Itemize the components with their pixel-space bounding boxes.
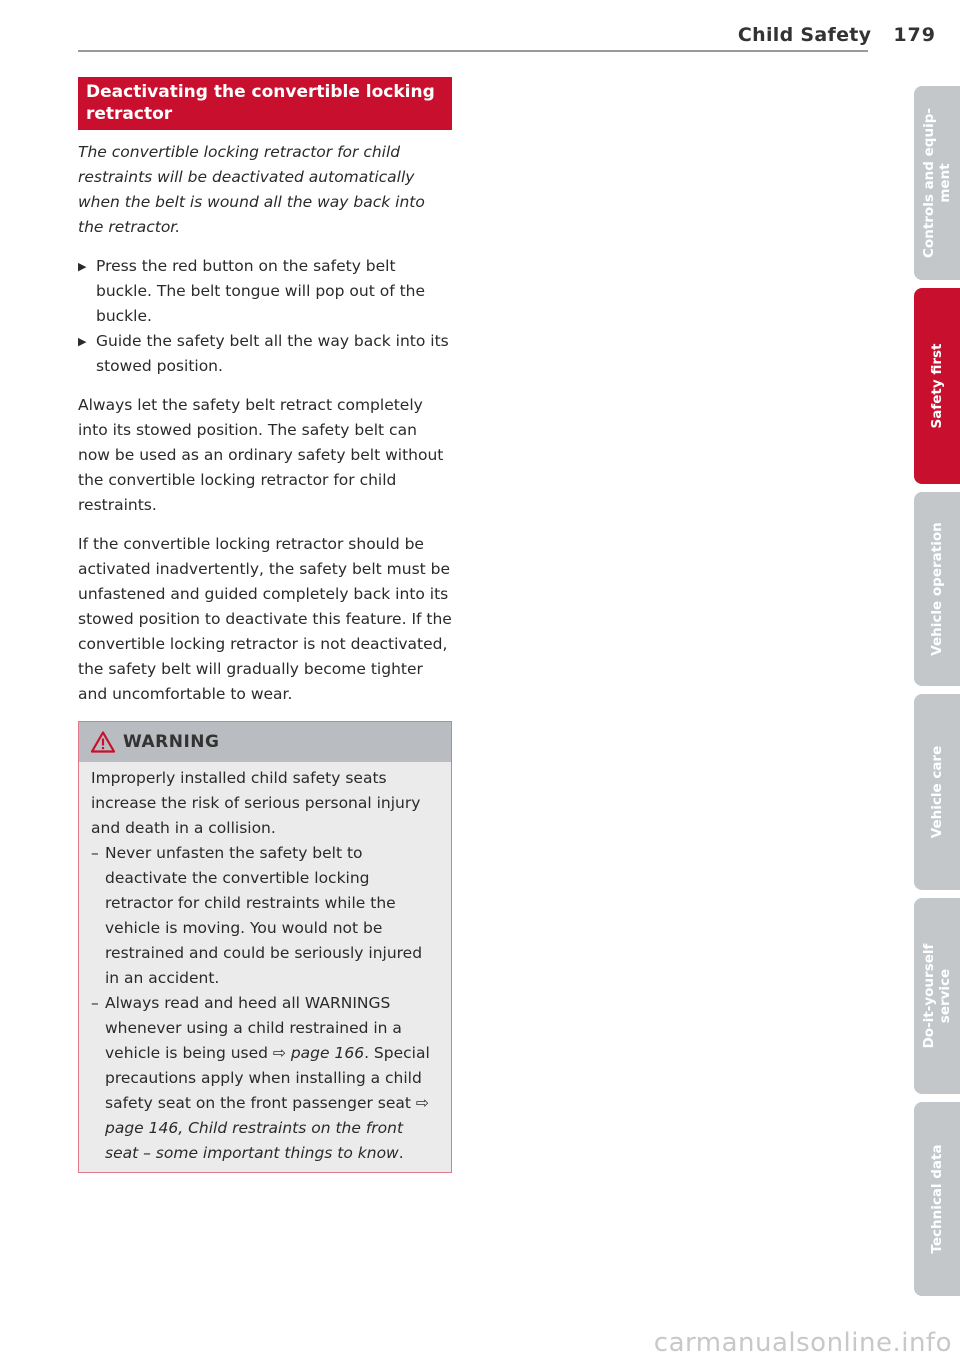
step-text: Guide the safety belt all the way back into its stowed position.	[96, 332, 449, 375]
warning-title: WARNING	[123, 732, 220, 752]
tab-label: Controls and equip- ment	[921, 108, 953, 258]
warning-item-text: Always read and heed all WARNINGS whenever using a child restrained in a vehicle is being used	[105, 994, 402, 1062]
page-header	[738, 24, 936, 46]
page-reference-link[interactable]: ⇨ page 146, Child restraints on the front seat – some important things to know	[105, 1094, 429, 1162]
page-number: 179	[893, 24, 936, 46]
watermark: carmanualsonline.info	[653, 1328, 952, 1358]
tab-vehicle-operation[interactable]	[914, 492, 960, 686]
warning-box	[78, 721, 452, 1173]
tab-label: Vehicle operation	[929, 522, 945, 656]
dash-marker: –	[91, 844, 99, 862]
intro-text: The convertible locking retractor for child restraints will be deactivated automatically when the belt is wound all the way back into the retractor.	[78, 143, 425, 236]
warning-item-text: . Special precautions apply when installing a child safety seat on the front passenger seat	[105, 1044, 430, 1112]
warning-body	[79, 762, 451, 1172]
tab-label: Safety first	[929, 343, 945, 429]
tab-label: Vehicle care	[929, 745, 945, 839]
tab-safety-first[interactable]	[914, 288, 960, 484]
step-item	[78, 329, 452, 379]
tab-controls-and-equipment[interactable]	[914, 86, 960, 280]
steps-list	[78, 254, 452, 379]
warning-text: Improperly installed child safety seats increase the risk of serious personal injury and death in a collision.	[91, 769, 421, 837]
warning-item	[91, 841, 437, 991]
tab-do-it-yourself-service[interactable]	[914, 898, 960, 1094]
warning-header	[79, 722, 451, 762]
header-rule	[78, 50, 868, 52]
step-text: Press the red button on the safety belt buckle. The belt tongue will pop out of the buckle.	[96, 257, 426, 325]
paragraph: If the convertible locking retractor should be activated inadvertently, the safety belt must be unfastened and guided completely back into its stowed position to deactivate this feature. If the convertible locking retractor is not deactivated, the safety belt will gradually become tighter and uncomfortable to wear.	[78, 535, 452, 703]
warning-item-text: Never unfasten the safety belt to deactivate the convertible locking retractor for child restraints while the vehicle is moving. You would not be restrained and could be seriously injured in an accident.	[105, 844, 423, 987]
tab-vehicle-care[interactable]	[914, 694, 960, 890]
warning-item	[91, 991, 437, 1166]
section-title: Child Safety	[737, 24, 872, 46]
triangle-bullet-icon: ▶	[78, 335, 87, 348]
tab-technical-data[interactable]	[914, 1102, 960, 1296]
warning-item-text: .	[398, 1144, 404, 1162]
warning-list	[91, 841, 437, 1166]
main-column	[78, 77, 452, 1173]
tab-label: Do-it-yourself service	[921, 943, 953, 1049]
paragraph: Always let the safety belt retract completely into its stowed position. The safety belt can now be used as an ordinary safety belt without the convertible locking retractor for child restraints.	[78, 396, 444, 514]
dash-marker: –	[91, 994, 99, 1012]
step-item	[78, 254, 452, 329]
warning-triangle-icon	[91, 731, 115, 753]
triangle-bullet-icon: ▶	[78, 260, 87, 273]
section-heading: Deactivating the convertible locking retractor	[78, 77, 452, 130]
page-reference-link[interactable]: ⇨ page 166	[272, 1044, 365, 1062]
tab-label: Technical data	[929, 1144, 945, 1254]
